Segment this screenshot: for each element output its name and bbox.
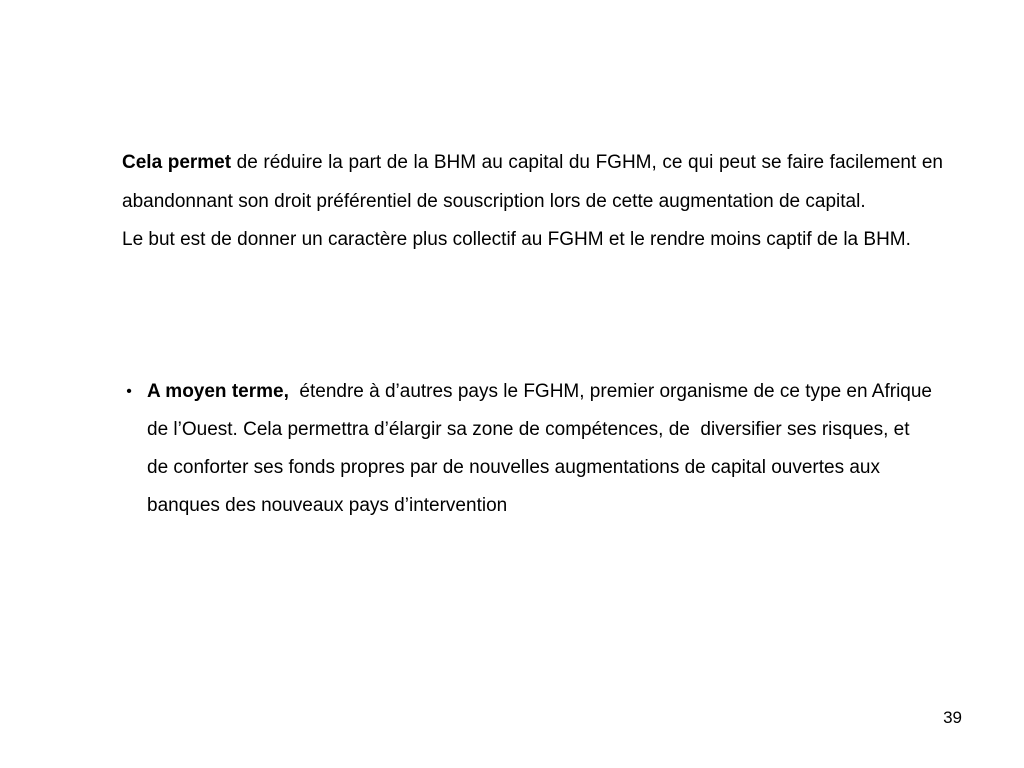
page-number: 39 (943, 708, 962, 727)
bullet-text: étendre à d’autres pays le FGHM, premier organisme de ce type en Afrique de l’Ouest. Cela permettra d’élargir sa zone de compétences, de diversifier ses risques, et de conforter ses fonds propres par de nouvelles augmentations de capital ouvertes aux banques des nouveaux pays d’intervention (147, 381, 938, 516)
paragraph-bold-lead: Cela permet (122, 152, 232, 173)
bullet-item-moyen-terme (122, 373, 938, 525)
bullet-list (122, 373, 938, 525)
paragraph-cela-permet (122, 144, 943, 221)
paragraph-le-but (122, 221, 943, 260)
body-text (122, 144, 943, 260)
paragraph-text: Le but est de donner un caractère plus collectif au FGHM et le rendre moins captif de la BHM. (122, 229, 911, 250)
paragraph-text: de réduire la part de la BHM au capital du FGHM, ce qui peut se faire facilement en abandonnant son droit préférentiel de souscription lors de cette augmentation de capital. (122, 152, 943, 212)
bullet-icon: • (126, 383, 132, 400)
bullet-bold-lead: A moyen terme, (147, 381, 289, 402)
